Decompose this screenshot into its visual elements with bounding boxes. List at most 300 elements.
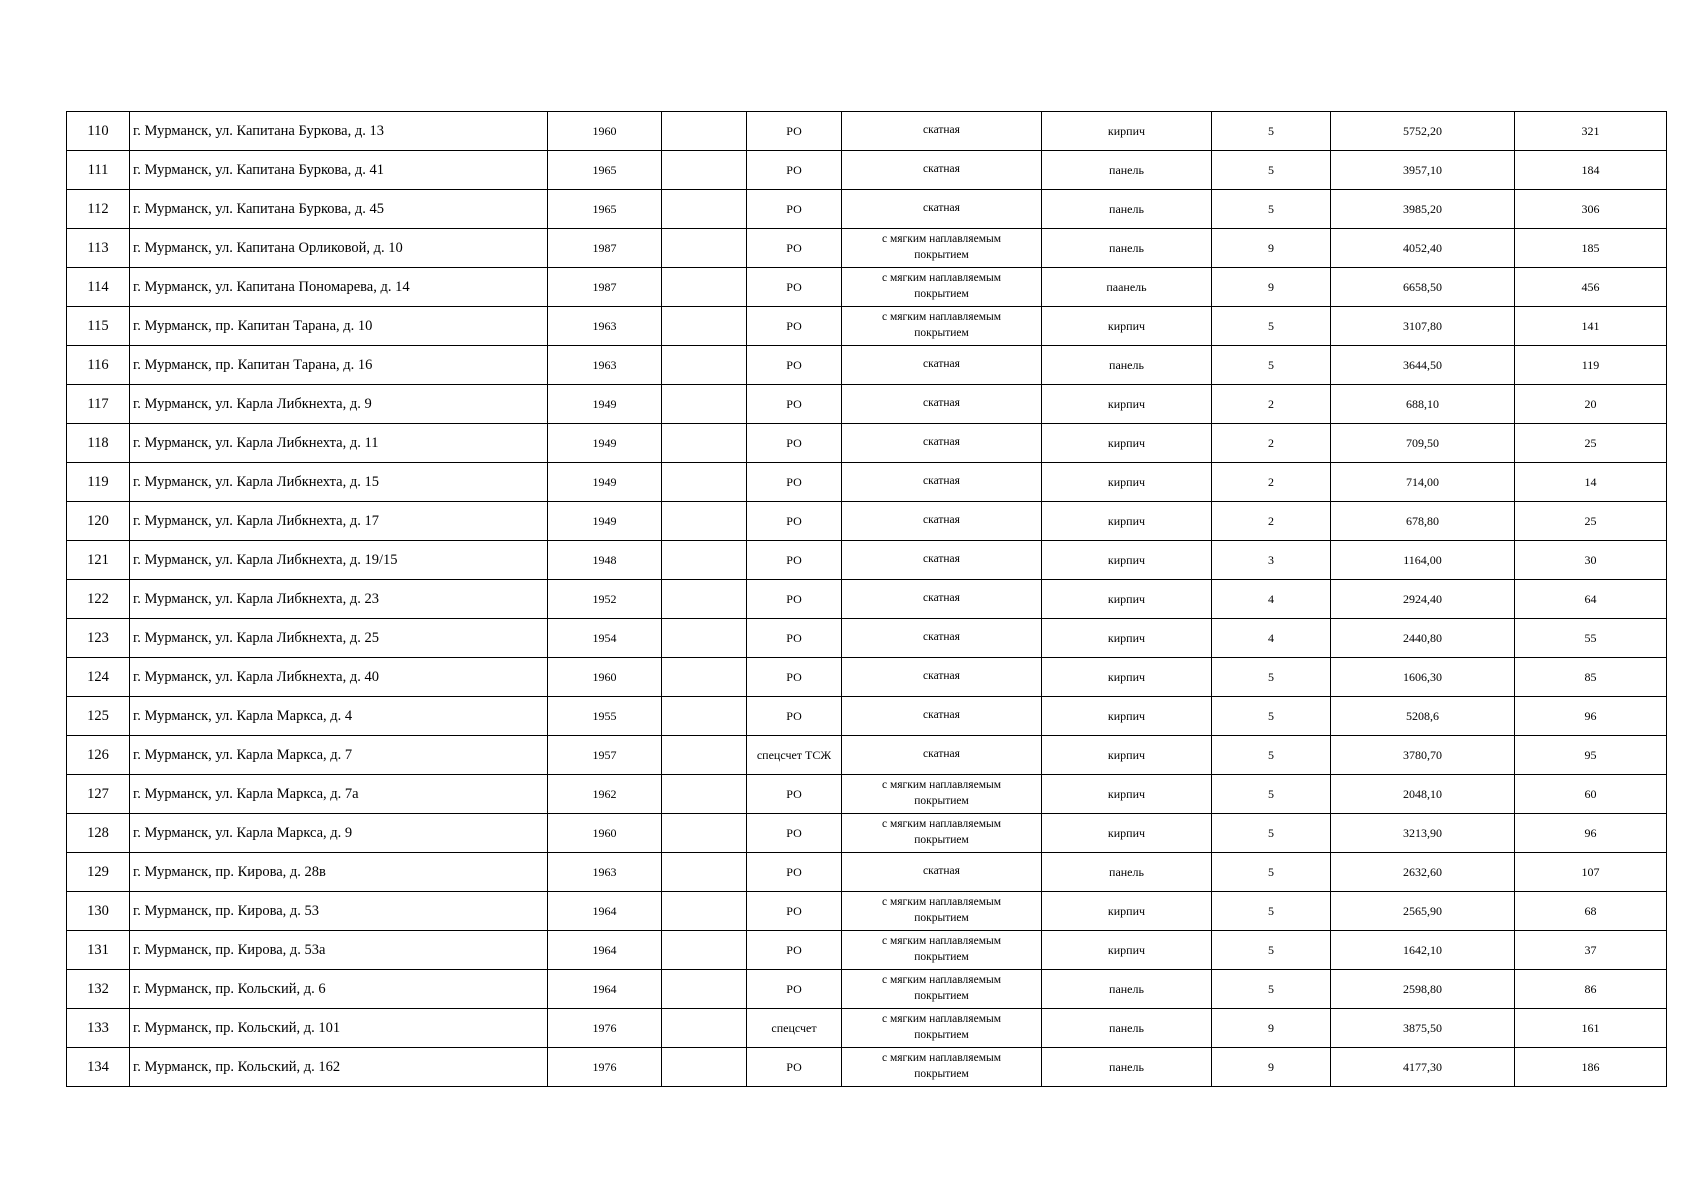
residents-cell: 64 — [1515, 580, 1667, 619]
row-number-cell: 115 — [67, 307, 130, 346]
roof-type-cell — [842, 1048, 1042, 1087]
roof-type-line: скатная — [923, 475, 960, 488]
address-cell: г. Мурманск, пр. Капитан Тарана, д. 16 — [130, 346, 548, 385]
roof-type-cell — [842, 658, 1042, 697]
total-area-cell: 3644,50 — [1331, 346, 1515, 385]
year-built-cell: 1987 — [548, 268, 662, 307]
fund-method-cell: РО — [747, 502, 842, 541]
roof-type-line: скатная — [923, 358, 960, 371]
roof-type-cell — [842, 541, 1042, 580]
address-cell: г. Мурманск, ул. Карла Маркса, д. 7 — [130, 736, 548, 775]
total-area-cell: 4052,40 — [1331, 229, 1515, 268]
table-row — [67, 580, 1667, 619]
roof-type-line: с мягким наплавляемым — [882, 272, 1001, 285]
total-area-cell: 1642,10 — [1331, 931, 1515, 970]
roof-type-line: с мягким наплавляемым — [882, 896, 1001, 909]
year-built-cell: 1962 — [548, 775, 662, 814]
empty-cell — [662, 229, 747, 268]
wall-material-cell: кирпич — [1042, 385, 1212, 424]
roof-type-cell — [842, 619, 1042, 658]
table-row — [67, 619, 1667, 658]
address-cell: г. Мурманск, ул. Карла Либкнехта, д. 40 — [130, 658, 548, 697]
floors-cell: 4 — [1212, 580, 1331, 619]
fund-method-cell: РО — [747, 697, 842, 736]
fund-method-cell: РО — [747, 307, 842, 346]
roof-type-line: скатная — [923, 397, 960, 410]
floors-cell: 4 — [1212, 619, 1331, 658]
empty-cell — [662, 775, 747, 814]
roof-type-line: с мягким наплавляемым — [882, 1013, 1001, 1026]
residents-cell: 85 — [1515, 658, 1667, 697]
row-number-cell: 116 — [67, 346, 130, 385]
empty-cell — [662, 151, 747, 190]
address-cell: г. Мурманск, ул. Карла Либкнехта, д. 19/15 — [130, 541, 548, 580]
roof-type-cell — [842, 502, 1042, 541]
wall-material-cell: кирпич — [1042, 463, 1212, 502]
table-row — [67, 502, 1667, 541]
roof-type-line: покрытием — [914, 249, 969, 261]
total-area-cell: 678,80 — [1331, 502, 1515, 541]
residents-cell: 96 — [1515, 697, 1667, 736]
fund-method-cell: РО — [747, 619, 842, 658]
year-built-cell: 1964 — [548, 970, 662, 1009]
roof-type-line: с мягким наплавляемым — [882, 974, 1001, 987]
address-cell: г. Мурманск, ул. Капитана Буркова, д. 45 — [130, 190, 548, 229]
roof-type-line: покрытием — [914, 834, 969, 846]
year-built-cell: 1960 — [548, 112, 662, 151]
residents-cell: 37 — [1515, 931, 1667, 970]
fund-method-cell: РО — [747, 970, 842, 1009]
row-number-cell: 129 — [67, 853, 130, 892]
empty-cell — [662, 463, 747, 502]
wall-material-cell: кирпич — [1042, 697, 1212, 736]
table-row — [67, 1009, 1667, 1048]
year-built-cell: 1949 — [548, 502, 662, 541]
roof-type-cell — [842, 385, 1042, 424]
total-area-cell: 3875,50 — [1331, 1009, 1515, 1048]
roof-type-cell — [842, 151, 1042, 190]
empty-cell — [662, 346, 747, 385]
residents-cell: 25 — [1515, 424, 1667, 463]
fund-method-cell: РО — [747, 892, 842, 931]
empty-cell — [662, 931, 747, 970]
address-cell: г. Мурманск, ул. Карла Либкнехта, д. 9 — [130, 385, 548, 424]
wall-material-cell: панель — [1042, 970, 1212, 1009]
row-number-cell: 127 — [67, 775, 130, 814]
row-number-cell: 112 — [67, 190, 130, 229]
fund-method-cell: РО — [747, 775, 842, 814]
residents-cell: 321 — [1515, 112, 1667, 151]
residents-cell: 60 — [1515, 775, 1667, 814]
residents-cell: 25 — [1515, 502, 1667, 541]
roof-type-cell — [842, 190, 1042, 229]
total-area-cell: 2924,40 — [1331, 580, 1515, 619]
empty-cell — [662, 190, 747, 229]
roof-type-line: покрытием — [914, 327, 969, 339]
table-row — [67, 385, 1667, 424]
total-area-cell: 714,00 — [1331, 463, 1515, 502]
empty-cell — [662, 580, 747, 619]
total-area-cell: 3957,10 — [1331, 151, 1515, 190]
roof-type-line: скатная — [923, 631, 960, 644]
roof-type-line: с мягким наплавляемым — [882, 935, 1001, 948]
address-cell: г. Мурманск, ул. Карла Маркса, д. 9 — [130, 814, 548, 853]
empty-cell — [662, 541, 747, 580]
empty-cell — [662, 1009, 747, 1048]
roof-type-line: покрытием — [914, 1068, 969, 1080]
address-cell: г. Мурманск, пр. Кирова, д. 28в — [130, 853, 548, 892]
year-built-cell: 1954 — [548, 619, 662, 658]
residents-cell: 107 — [1515, 853, 1667, 892]
table-row — [67, 853, 1667, 892]
fund-method-cell: РО — [747, 346, 842, 385]
table-row — [67, 775, 1667, 814]
empty-cell — [662, 112, 747, 151]
row-number-cell: 117 — [67, 385, 130, 424]
year-built-cell: 1963 — [548, 853, 662, 892]
roof-type-cell — [842, 775, 1042, 814]
year-built-cell: 1963 — [548, 346, 662, 385]
table-row — [67, 970, 1667, 1009]
wall-material-cell: панель — [1042, 151, 1212, 190]
total-area-cell: 6658,50 — [1331, 268, 1515, 307]
empty-cell — [662, 892, 747, 931]
total-area-cell: 1164,00 — [1331, 541, 1515, 580]
row-number-cell: 130 — [67, 892, 130, 931]
residents-cell: 161 — [1515, 1009, 1667, 1048]
address-cell: г. Мурманск, пр. Кольский, д. 101 — [130, 1009, 548, 1048]
row-number-cell: 131 — [67, 931, 130, 970]
empty-cell — [662, 424, 747, 463]
empty-cell — [662, 502, 747, 541]
roof-type-cell — [842, 463, 1042, 502]
roof-type-line: покрытием — [914, 990, 969, 1002]
wall-material-cell: панель — [1042, 229, 1212, 268]
row-number-cell: 122 — [67, 580, 130, 619]
address-cell: г. Мурманск, ул. Карла Либкнехта, д. 17 — [130, 502, 548, 541]
floors-cell: 5 — [1212, 775, 1331, 814]
roof-type-line: покрытием — [914, 288, 969, 300]
floors-cell: 5 — [1212, 970, 1331, 1009]
roof-type-cell — [842, 229, 1042, 268]
address-cell: г. Мурманск, ул. Карла Либкнехта, д. 23 — [130, 580, 548, 619]
empty-cell — [662, 385, 747, 424]
roof-type-line: скатная — [923, 436, 960, 449]
floors-cell: 5 — [1212, 814, 1331, 853]
table-row — [67, 463, 1667, 502]
floors-cell: 2 — [1212, 385, 1331, 424]
empty-cell — [662, 853, 747, 892]
residents-cell: 14 — [1515, 463, 1667, 502]
row-number-cell: 134 — [67, 1048, 130, 1087]
wall-material-cell: кирпич — [1042, 931, 1212, 970]
address-cell: г. Мурманск, пр. Кольский, д. 6 — [130, 970, 548, 1009]
floors-cell: 3 — [1212, 541, 1331, 580]
floors-cell: 5 — [1212, 853, 1331, 892]
fund-method-cell: РО — [747, 151, 842, 190]
fund-method-cell: РО — [747, 658, 842, 697]
address-cell: г. Мурманск, ул. Капитана Буркова, д. 13 — [130, 112, 548, 151]
wall-material-cell: паанель — [1042, 268, 1212, 307]
year-built-cell: 1948 — [548, 541, 662, 580]
roof-type-cell — [842, 346, 1042, 385]
total-area-cell: 2440,80 — [1331, 619, 1515, 658]
total-area-cell: 4177,30 — [1331, 1048, 1515, 1087]
row-number-cell: 126 — [67, 736, 130, 775]
fund-method-cell: РО — [747, 1048, 842, 1087]
roof-type-line: скатная — [923, 709, 960, 722]
floors-cell: 9 — [1212, 1009, 1331, 1048]
roof-type-line: с мягким наплавляемым — [882, 779, 1001, 792]
floors-cell: 2 — [1212, 502, 1331, 541]
empty-cell — [662, 814, 747, 853]
empty-cell — [662, 736, 747, 775]
total-area-cell: 3107,80 — [1331, 307, 1515, 346]
floors-cell: 5 — [1212, 658, 1331, 697]
roof-type-cell — [842, 970, 1042, 1009]
row-number-cell: 125 — [67, 697, 130, 736]
residents-cell: 184 — [1515, 151, 1667, 190]
row-number-cell: 132 — [67, 970, 130, 1009]
floors-cell: 5 — [1212, 190, 1331, 229]
roof-type-cell — [842, 580, 1042, 619]
empty-cell — [662, 268, 747, 307]
residents-cell: 20 — [1515, 385, 1667, 424]
fund-method-cell: РО — [747, 814, 842, 853]
roof-type-cell — [842, 112, 1042, 151]
roof-type-cell — [842, 307, 1042, 346]
floors-cell: 5 — [1212, 697, 1331, 736]
year-built-cell: 1965 — [548, 151, 662, 190]
empty-cell — [662, 970, 747, 1009]
fund-method-cell: РО — [747, 931, 842, 970]
table-row — [67, 541, 1667, 580]
row-number-cell: 121 — [67, 541, 130, 580]
row-number-cell: 123 — [67, 619, 130, 658]
floors-cell: 5 — [1212, 892, 1331, 931]
housing-table — [66, 111, 1667, 1087]
fund-method-cell: РО — [747, 268, 842, 307]
wall-material-cell: кирпич — [1042, 814, 1212, 853]
total-area-cell: 709,50 — [1331, 424, 1515, 463]
floors-cell: 2 — [1212, 463, 1331, 502]
floors-cell: 2 — [1212, 424, 1331, 463]
fund-method-cell: РО — [747, 190, 842, 229]
roof-type-cell — [842, 268, 1042, 307]
address-cell: г. Мурманск, ул. Капитана Пономарева, д. 14 — [130, 268, 548, 307]
floors-cell: 5 — [1212, 736, 1331, 775]
year-built-cell: 1987 — [548, 229, 662, 268]
fund-method-cell: РО — [747, 463, 842, 502]
residents-cell: 306 — [1515, 190, 1667, 229]
year-built-cell: 1949 — [548, 385, 662, 424]
total-area-cell: 3213,90 — [1331, 814, 1515, 853]
roof-type-line: скатная — [923, 553, 960, 566]
table-row — [67, 658, 1667, 697]
wall-material-cell: кирпич — [1042, 424, 1212, 463]
empty-cell — [662, 619, 747, 658]
row-number-cell: 120 — [67, 502, 130, 541]
year-built-cell: 1976 — [548, 1009, 662, 1048]
total-area-cell: 5752,20 — [1331, 112, 1515, 151]
roof-type-cell — [842, 814, 1042, 853]
wall-material-cell: панель — [1042, 1048, 1212, 1087]
roof-type-line: покрытием — [914, 912, 969, 924]
roof-type-cell — [842, 931, 1042, 970]
roof-type-line: с мягким наплавляемым — [882, 311, 1001, 324]
table-row — [67, 346, 1667, 385]
total-area-cell: 1606,30 — [1331, 658, 1515, 697]
roof-type-line: покрытием — [914, 1029, 969, 1041]
table-row — [67, 814, 1667, 853]
row-number-cell: 111 — [67, 151, 130, 190]
address-cell: г. Мурманск, ул. Капитана Буркова, д. 41 — [130, 151, 548, 190]
total-area-cell: 2598,80 — [1331, 970, 1515, 1009]
wall-material-cell: панель — [1042, 853, 1212, 892]
residents-cell: 185 — [1515, 229, 1667, 268]
fund-method-cell: спецсчет ТСЖ — [747, 736, 842, 775]
roof-type-line: скатная — [923, 514, 960, 527]
total-area-cell: 2632,60 — [1331, 853, 1515, 892]
year-built-cell: 1964 — [548, 931, 662, 970]
floors-cell: 9 — [1212, 1048, 1331, 1087]
year-built-cell: 1957 — [548, 736, 662, 775]
year-built-cell: 1960 — [548, 814, 662, 853]
roof-type-line: покрытием — [914, 951, 969, 963]
table-row — [67, 307, 1667, 346]
floors-cell: 9 — [1212, 268, 1331, 307]
row-number-cell: 114 — [67, 268, 130, 307]
address-cell: г. Мурманск, ул. Карла Маркса, д. 4 — [130, 697, 548, 736]
fund-method-cell: РО — [747, 541, 842, 580]
table-body — [67, 112, 1667, 1087]
empty-cell — [662, 697, 747, 736]
year-built-cell: 1965 — [548, 190, 662, 229]
row-number-cell: 133 — [67, 1009, 130, 1048]
wall-material-cell: кирпич — [1042, 892, 1212, 931]
roof-type-line: с мягким наплавляемым — [882, 818, 1001, 831]
fund-method-cell: РО — [747, 580, 842, 619]
row-number-cell: 119 — [67, 463, 130, 502]
wall-material-cell: кирпич — [1042, 502, 1212, 541]
empty-cell — [662, 658, 747, 697]
address-cell: г. Мурманск, ул. Карла Либкнехта, д. 25 — [130, 619, 548, 658]
document-sheet — [66, 111, 1666, 1087]
roof-type-line: скатная — [923, 592, 960, 605]
address-cell: г. Мурманск, пр. Кирова, д. 53 — [130, 892, 548, 931]
fund-method-cell: РО — [747, 229, 842, 268]
table-row — [67, 697, 1667, 736]
wall-material-cell: кирпич — [1042, 307, 1212, 346]
table-row — [67, 424, 1667, 463]
fund-method-cell: РО — [747, 385, 842, 424]
wall-material-cell: кирпич — [1042, 775, 1212, 814]
residents-cell: 95 — [1515, 736, 1667, 775]
year-built-cell: 1955 — [548, 697, 662, 736]
roof-type-line: скатная — [923, 202, 960, 215]
wall-material-cell: кирпич — [1042, 619, 1212, 658]
empty-cell — [662, 307, 747, 346]
fund-method-cell: РО — [747, 424, 842, 463]
year-built-cell: 1949 — [548, 424, 662, 463]
year-built-cell: 1963 — [548, 307, 662, 346]
row-number-cell: 124 — [67, 658, 130, 697]
roof-type-cell — [842, 736, 1042, 775]
total-area-cell: 2048,10 — [1331, 775, 1515, 814]
wall-material-cell: панель — [1042, 190, 1212, 229]
floors-cell: 5 — [1212, 931, 1331, 970]
table-row — [67, 229, 1667, 268]
roof-type-line: с мягким наплавляемым — [882, 1052, 1001, 1065]
table-row — [67, 112, 1667, 151]
year-built-cell: 1976 — [548, 1048, 662, 1087]
wall-material-cell: кирпич — [1042, 580, 1212, 619]
address-cell: г. Мурманск, ул. Капитана Орликовой, д. 10 — [130, 229, 548, 268]
residents-cell: 96 — [1515, 814, 1667, 853]
total-area-cell: 5208,6 — [1331, 697, 1515, 736]
address-cell: г. Мурманск, ул. Карла Маркса, д. 7а — [130, 775, 548, 814]
table-row — [67, 931, 1667, 970]
roof-type-cell — [842, 697, 1042, 736]
table-row — [67, 151, 1667, 190]
floors-cell: 5 — [1212, 346, 1331, 385]
row-number-cell: 113 — [67, 229, 130, 268]
residents-cell: 141 — [1515, 307, 1667, 346]
floors-cell: 9 — [1212, 229, 1331, 268]
total-area-cell: 3985,20 — [1331, 190, 1515, 229]
empty-cell — [662, 1048, 747, 1087]
roof-type-cell — [842, 892, 1042, 931]
address-cell: г. Мурманск, ул. Карла Либкнехта, д. 15 — [130, 463, 548, 502]
year-built-cell: 1960 — [548, 658, 662, 697]
roof-type-line: скатная — [923, 163, 960, 176]
residents-cell: 30 — [1515, 541, 1667, 580]
residents-cell: 186 — [1515, 1048, 1667, 1087]
total-area-cell: 2565,90 — [1331, 892, 1515, 931]
floors-cell: 5 — [1212, 112, 1331, 151]
year-built-cell: 1964 — [548, 892, 662, 931]
floors-cell: 5 — [1212, 307, 1331, 346]
total-area-cell: 3780,70 — [1331, 736, 1515, 775]
residents-cell: 68 — [1515, 892, 1667, 931]
roof-type-cell — [842, 853, 1042, 892]
year-built-cell: 1949 — [548, 463, 662, 502]
table-row — [67, 736, 1667, 775]
roof-type-cell — [842, 1009, 1042, 1048]
residents-cell: 55 — [1515, 619, 1667, 658]
fund-method-cell: спецсчет — [747, 1009, 842, 1048]
row-number-cell: 118 — [67, 424, 130, 463]
floors-cell: 5 — [1212, 151, 1331, 190]
wall-material-cell: панель — [1042, 1009, 1212, 1048]
address-cell: г. Мурманск, пр. Капитан Тарана, д. 10 — [130, 307, 548, 346]
address-cell: г. Мурманск, пр. Кольский, д. 162 — [130, 1048, 548, 1087]
address-cell: г. Мурманск, ул. Карла Либкнехта, д. 11 — [130, 424, 548, 463]
wall-material-cell: кирпич — [1042, 112, 1212, 151]
wall-material-cell: кирпич — [1042, 736, 1212, 775]
wall-material-cell: кирпич — [1042, 658, 1212, 697]
roof-type-line: скатная — [923, 865, 960, 878]
wall-material-cell: панель — [1042, 346, 1212, 385]
roof-type-line: скатная — [923, 124, 960, 137]
roof-type-line: скатная — [923, 748, 960, 761]
year-built-cell: 1952 — [548, 580, 662, 619]
total-area-cell: 688,10 — [1331, 385, 1515, 424]
residents-cell: 119 — [1515, 346, 1667, 385]
row-number-cell: 128 — [67, 814, 130, 853]
residents-cell: 456 — [1515, 268, 1667, 307]
wall-material-cell: кирпич — [1042, 541, 1212, 580]
